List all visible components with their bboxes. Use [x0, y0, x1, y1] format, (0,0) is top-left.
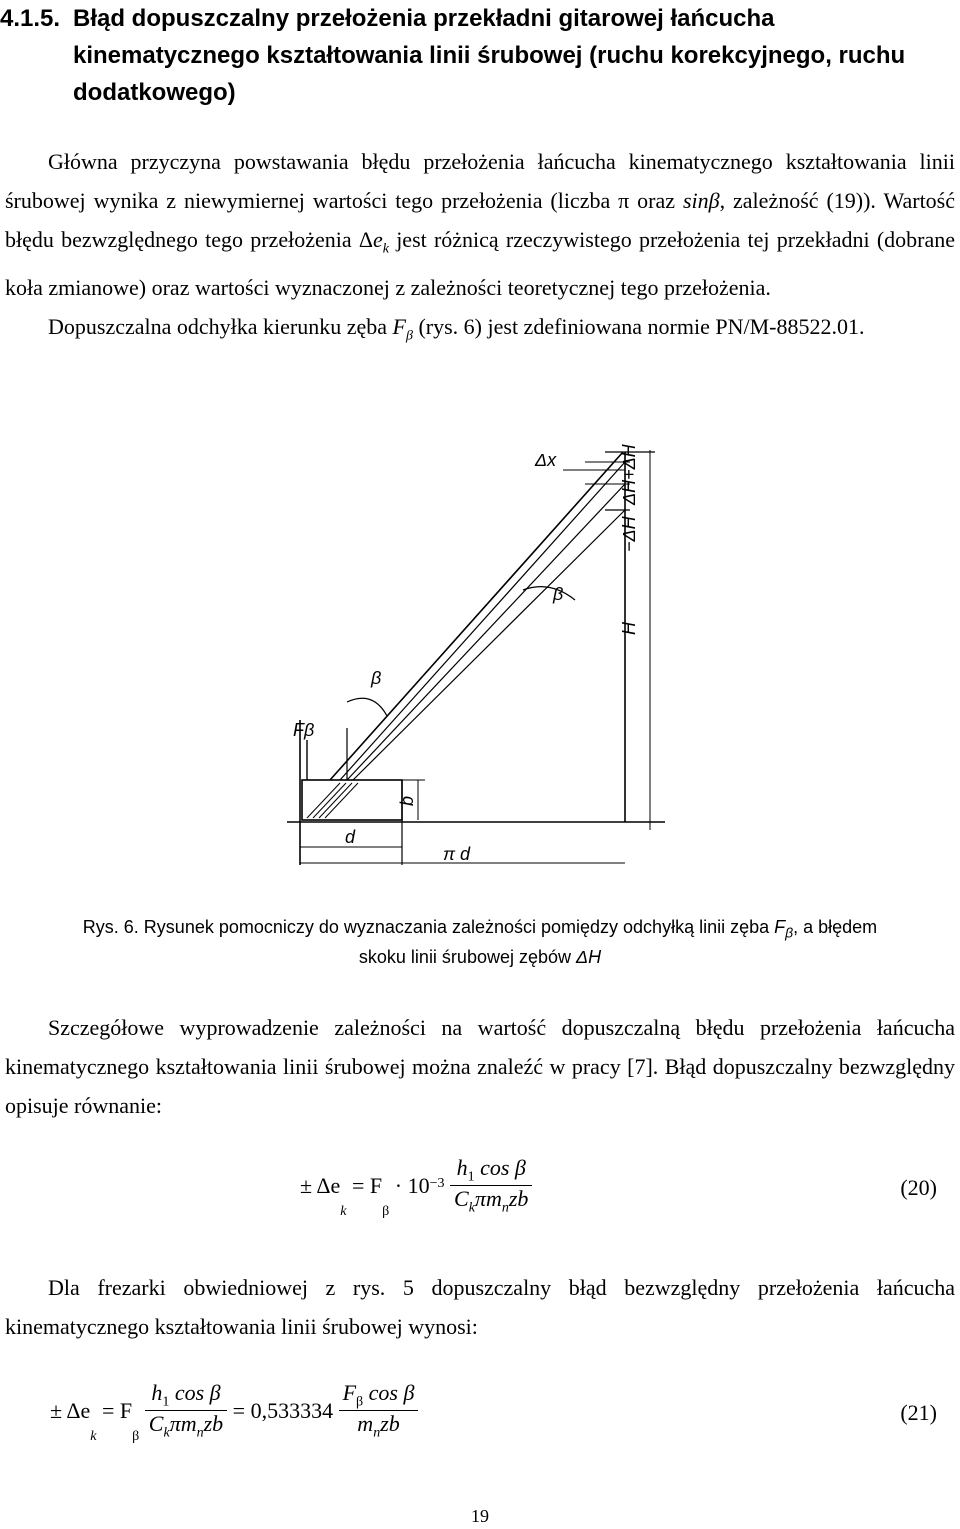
eq20-ten: · 10 — [394, 1172, 430, 1198]
page-number: 19 — [471, 1506, 489, 1526]
eq21-num2: F — [342, 1380, 357, 1405]
p1-text-d: jest różnicą rzeczywistego przełożenia tej przekładni (dobrane koła zmianowe) oraz wartości wyznaczonej z zależności teoretycznej tego przełożenia. — [5, 227, 955, 301]
eq21-den1-tail: zb — [203, 1411, 224, 1437]
eq21-number: (21) — [900, 1400, 937, 1425]
label-pid: π d — [443, 844, 471, 864]
eq21-den1-sub: k — [163, 1425, 170, 1441]
p4-text: Dla frezarki obwiedniowej z rys. 5 dopuszczalny błąd bezwzględny przełożenia łańcucha kinematycznego kształtowania linii śrubowej wynosi: — [5, 1275, 955, 1339]
caption-dH: ΔH — [576, 946, 602, 967]
label-dHplusdH: ΔH+ΔH — [619, 444, 639, 505]
paragraph-4 — [5, 1268, 955, 1346]
p1-k: k — [382, 241, 389, 257]
eq20-beta: β — [382, 1203, 390, 1219]
section-title-line3: dodatkowego) — [73, 79, 236, 106]
eq20-num-rest: cos β — [474, 1155, 526, 1180]
label-d: d — [345, 827, 356, 847]
p1-text-a: Główna przyczyna powstawania błędu przełożenia łańcucha kinematycznego kształtowania linii śrubowej wynika z niewymiernej wartości tego przełożenia (liczba π oraz — [5, 149, 955, 213]
caption-beta: β — [785, 924, 794, 941]
figure-caption — [80, 915, 880, 969]
caption-text-a: Rys. 6. Rysunek pomocniczy do wyznaczania zależności pomiędzy odchyłką linii zęba — [82, 917, 775, 937]
eq21-mid: = 0,533334 — [232, 1397, 334, 1423]
p1-e: e — [372, 227, 383, 252]
tooth-line-1 — [330, 452, 623, 780]
section-heading — [0, 0, 955, 111]
label-beta-low: β — [371, 668, 382, 688]
eq21-num1-rest: cos β — [169, 1380, 221, 1405]
p2-text-b: (rys. 6) jest zdefiniowana normie PN/M-88522.01. — [412, 314, 865, 340]
label-b: b — [397, 795, 417, 806]
paragraph-3 — [5, 1008, 955, 1125]
p1-sinb: sinβ — [682, 188, 720, 213]
paragraph-1 — [5, 142, 955, 307]
eq20-den-rest: πm — [474, 1186, 502, 1212]
eq20-num: h — [456, 1155, 468, 1180]
intro-paragraphs — [5, 142, 955, 356]
eq20-fraction — [450, 1155, 532, 1217]
eq21-den2: m — [357, 1411, 374, 1437]
eq21-den2-tail: zb — [380, 1411, 400, 1437]
p1-text-b: , zależność (19)). — [719, 188, 884, 213]
label-H: H — [619, 622, 639, 635]
section-title-line1: Błąd dopuszczalny przełożenia przekładni gitarowej łańcucha — [73, 5, 775, 32]
eq21-den1-rest: πm — [169, 1411, 197, 1437]
label-minus-dH: −ΔH — [619, 516, 639, 552]
eq21-eqF: = F — [102, 1397, 133, 1423]
eq21-den1: C — [148, 1411, 164, 1437]
eq21-num1-sub: 1 — [162, 1394, 170, 1410]
label-Fbeta: Fβ — [293, 720, 315, 740]
p3-text: Szczegółowe wyprowadzenie zależności na wartość dopuszczalną błędu przełożenia łańcucha kinematycznego kształtowania linii śrubowej można znaleźć w pracy [7]. Błąd dopuszczalny bezwzględny opisuje równanie: — [5, 1015, 955, 1118]
p2-text-a: Dopuszczalna odchyłka kierunku zęba — [48, 314, 393, 340]
eq20-lhs: ± Δe — [300, 1172, 341, 1198]
label-beta-top: β — [553, 584, 564, 604]
p1-delta: Δ — [358, 227, 373, 252]
eq20-den-sub2: n — [501, 1200, 509, 1216]
figure-rys6 — [285, 440, 685, 880]
eq21-den1-sub2: n — [196, 1425, 204, 1441]
p1-text-c: Wartość błędu bezwzględnego tego przełożenia — [5, 188, 956, 252]
eq20-den: C — [454, 1186, 469, 1212]
eq20-number: (20) — [900, 1175, 937, 1200]
eq20-exp: −3 — [429, 1175, 445, 1191]
eq20-num-sub: 1 — [467, 1169, 475, 1185]
eq21-num2-sub: β — [356, 1394, 364, 1410]
eq21-den2-sub: n — [373, 1425, 381, 1441]
eq21-num2-rest: cos β — [363, 1380, 415, 1405]
eq21-fraction-1 — [145, 1380, 227, 1442]
eq20-k: k — [340, 1203, 347, 1219]
eq21-k: k — [90, 1428, 97, 1444]
eq21-num1: h — [151, 1380, 163, 1405]
p2-F: F — [392, 314, 406, 340]
eq20-eqF: = F — [352, 1172, 383, 1198]
eq20-den-tail: zb — [508, 1186, 529, 1212]
caption-text-b: , a błędem skoku linii śrubowej zębów — [358, 917, 878, 967]
eq20-den-sub: k — [468, 1200, 475, 1216]
label-dx: Δx — [535, 450, 557, 470]
section-number: 4.1.5. — [0, 5, 61, 32]
paragraph-2 — [5, 307, 955, 355]
p2-beta: β — [405, 328, 413, 344]
eq21-fraction-2 — [339, 1380, 419, 1442]
caption-F: F — [774, 917, 786, 937]
eq21-beta: β — [132, 1428, 140, 1444]
section-title-line2: kinematycznego kształtowania linii śrubowej (ruchu korekcyjnego, ruchu — [73, 42, 906, 69]
eq21-lhs: ± Δe — [50, 1397, 91, 1423]
